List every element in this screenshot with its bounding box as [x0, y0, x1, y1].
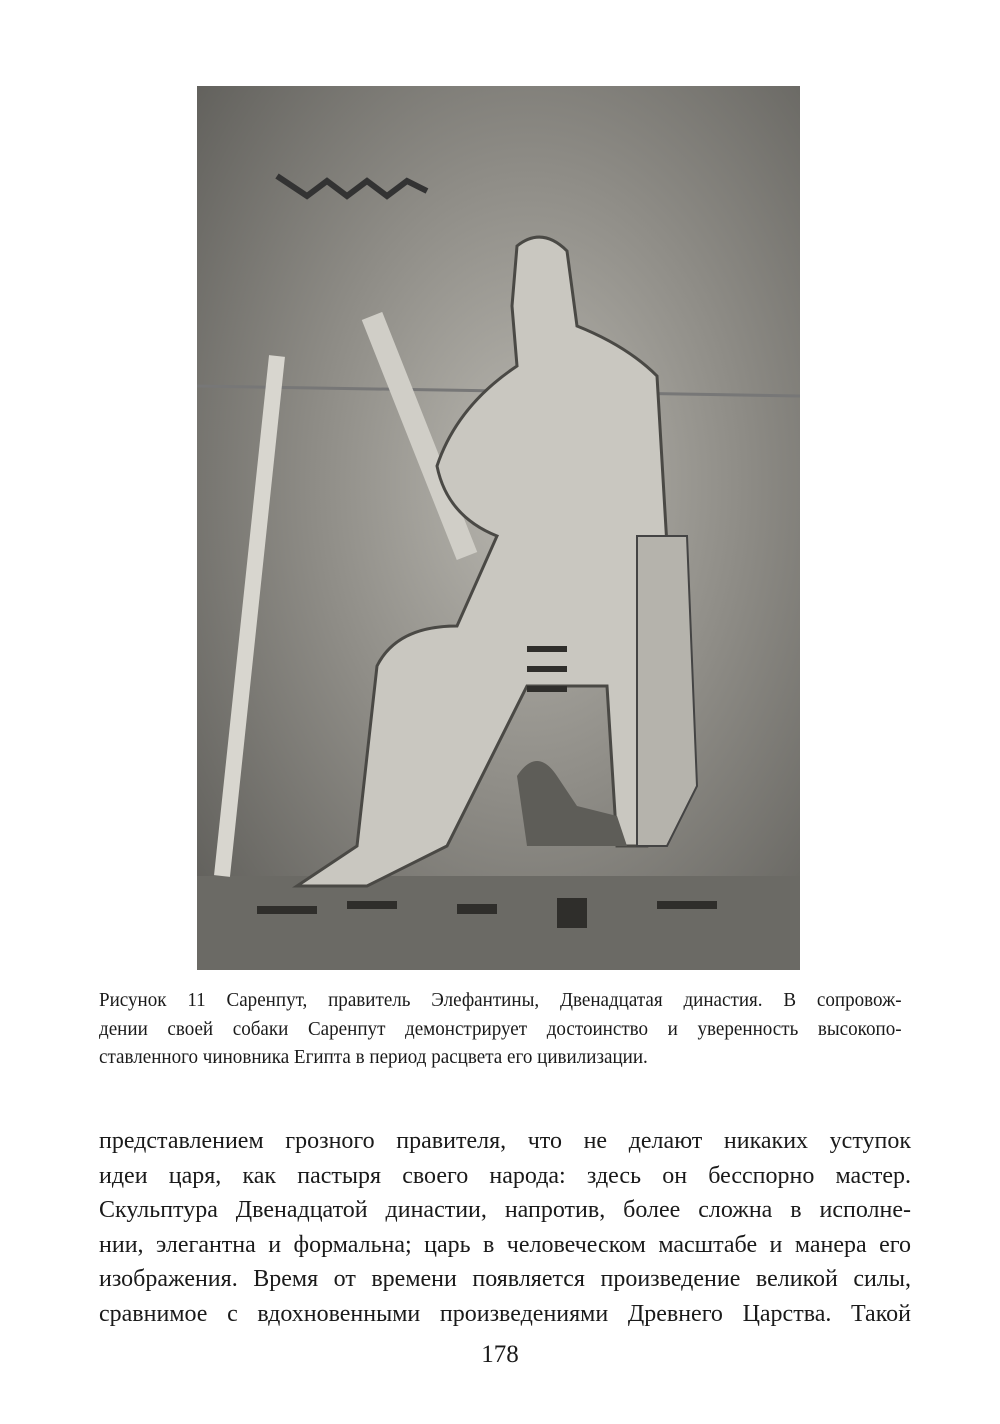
caption-line: дении своей собаки Саренпут демонстрирует достоинство и уверенность высокопо-	[99, 1017, 902, 1040]
relief-photograph	[197, 86, 800, 970]
body-line: изображения. Время от времени появляется произведение великой силы,	[99, 1266, 911, 1293]
body-line: идеи царя, как пастыря своего народа: здесь он бесспорно мастер.	[99, 1162, 911, 1189]
seated-figure-relief	[197, 86, 800, 970]
body-line: сравнимое с вдохновенными произведениями Древнего Царства. Такой	[99, 1300, 911, 1327]
body-text	[99, 1124, 911, 1332]
page-number: 178	[481, 1341, 519, 1368]
body-line: представлением грозного правителя, что не делают никаких уступок	[99, 1128, 911, 1154]
body-line: нии, элегантна и формальна; царь в человеческом масштабе и манера его	[99, 1231, 911, 1258]
body-line: Скульптура Двенадцатой династии, напротив, более сложна в исполне-	[99, 1197, 911, 1224]
caption-line: Рисунок 11 Саренпут, правитель Элефантины, Двенадцатая династия. В сопровож-	[99, 989, 902, 1011]
caption-line: ставленного чиновника Египта в период расцвета его цивилизации.	[99, 1046, 648, 1068]
figure-caption	[99, 986, 902, 1072]
